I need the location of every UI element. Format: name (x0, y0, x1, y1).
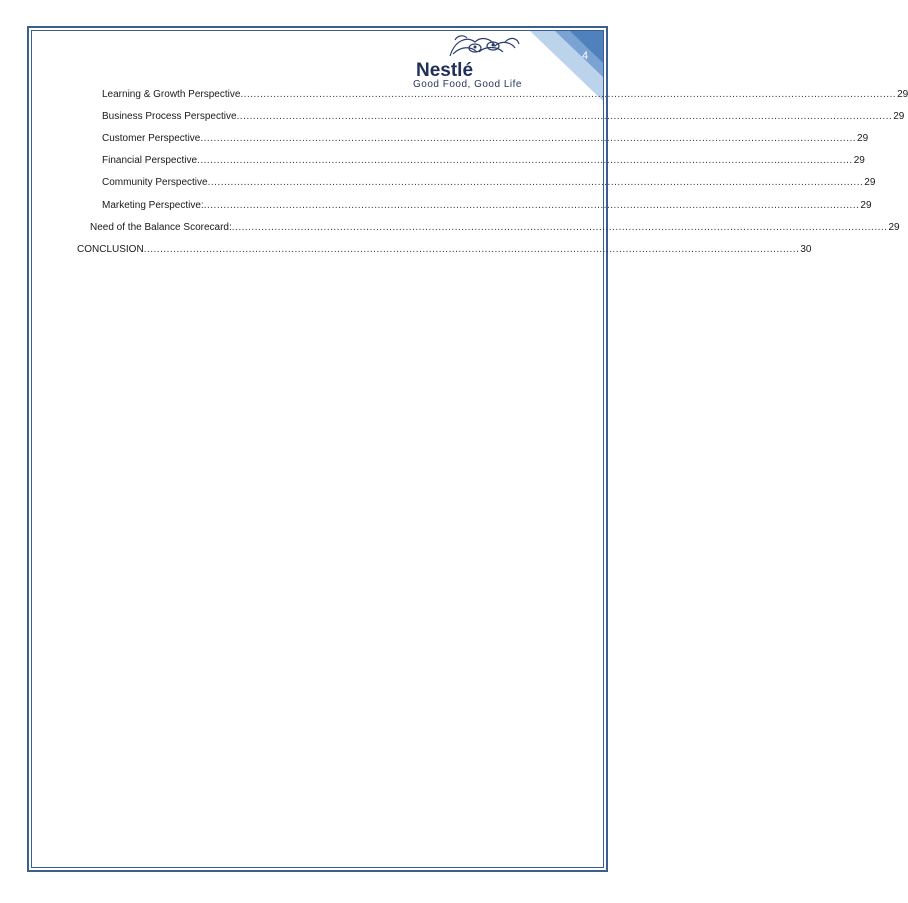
toc-entry-page-number: 29 (897, 89, 908, 100)
logo-wordmark: Nestlé (416, 60, 474, 81)
toc-entry-page-number: 29 (893, 111, 905, 123)
toc-dot-leader: ........................................................................................................................................................................................................ (240, 89, 897, 100)
toc-entry-label: Learning & Growth Perspective (102, 89, 241, 100)
toc-entry-page-number: 29 (857, 133, 869, 145)
toc-entry[interactable] (102, 199, 872, 213)
toc-dot-leader: ........................................................................................................................................................................................................ (203, 199, 860, 211)
toc-dot-leader: ........................................................................................................................................................................................................ (236, 111, 893, 123)
toc-entry-label: CONCLUSION (77, 243, 144, 255)
toc-entry[interactable] (102, 110, 905, 124)
toc-entry[interactable] (90, 221, 900, 235)
toc-entry-page-number: 30 (800, 243, 812, 255)
toc-entry[interactable] (102, 176, 876, 190)
toc-entry[interactable] (102, 132, 869, 146)
toc-dot-leader: ........................................................................................................................................................................................................ (231, 221, 888, 233)
toc-entry[interactable] (102, 154, 865, 168)
page-number: 4 (581, 50, 589, 62)
toc-entry-label: Community Perspective (102, 177, 208, 189)
toc-entry-label: Marketing Perspective: (102, 199, 204, 211)
toc-entry-label: Need of the Balance Scorecard: (90, 221, 232, 233)
toc-dot-leader: ........................................................................................................................................................................................................ (143, 243, 800, 255)
toc-entry-label: Customer Perspective (102, 133, 201, 145)
toc-entry-page-number: 29 (853, 155, 865, 167)
toc-entry-page-number: 29 (888, 221, 900, 233)
toc-entry-label: Business Process Perspective (102, 111, 237, 123)
toc-dot-leader: ........................................................................................................................................................................................................ (207, 177, 864, 189)
logo-tagline: Good Food, Good Life (413, 79, 522, 90)
toc-entry-label: Financial Perspective (102, 155, 198, 167)
toc-dot-leader: ........................................................................................................................................................................................................ (200, 133, 857, 145)
toc-entry[interactable] (77, 243, 812, 257)
toc-entry-page-number: 29 (864, 177, 876, 189)
toc-dot-leader: ........................................................................................................................................................................................................ (197, 155, 853, 167)
toc-entry-page-number: 29 (860, 199, 872, 211)
toc-entry[interactable] (102, 88, 908, 102)
